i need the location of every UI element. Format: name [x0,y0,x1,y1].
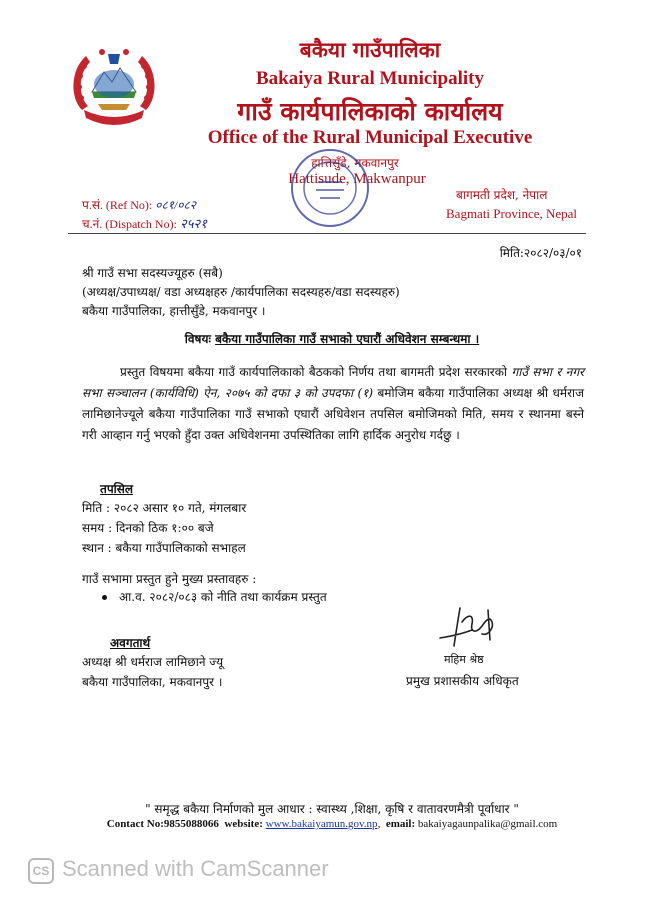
website-label: website: [224,818,263,830]
reference-number [82,196,196,213]
municipality-name-nepali: बकैया गाउँपालिका [299,37,441,62]
nepal-government-emblem-icon [64,40,164,132]
proposal-text: आ.व. २०८२/०८३ को नीति तथा कार्यक्रम प्रस्तुत [119,590,327,604]
subject-line [82,330,582,347]
addressee-line: बकैया गाउँपालिका, हात्तीसुँडे, मकवानपुर । [82,304,266,318]
email-address[interactable]: bakaiyagaunpalika@gmail.com [417,818,558,830]
header-divider [68,233,586,234]
scanner-watermark: Scanned with CamScanner [62,856,329,881]
letter-date: मिति:२०८२/०३/०१ [499,246,582,260]
schedule-venue: स्थान : बकैया गाउँपालिकाको सभाहल [82,541,246,555]
office-round-stamp-icon [288,146,372,230]
schedule-date: मिति : २०८२ असार १० गते, मंगलबार [82,501,247,515]
municipality-name-english: Bakaiya Rural Municipality [255,68,485,89]
email-label: email: [385,818,416,830]
province-nepali: बागमती प्रदेश, नेपाल [456,188,548,202]
body-text-part1: प्रस्तुत विषयमा बकैया गाउँ कार्यपालिकाको बैठकको निर्णय तथा बागमती प्रदेश सरकारको [120,365,512,379]
dispatch-number [82,214,207,232]
dispatch-value: २५२१ [179,216,207,231]
addressee-line: श्री गाउँ सभा सदस्यज्यूहरु (सबै) [82,266,223,280]
dispatch-label: च.नं. (Dispatch No): [82,217,177,231]
footer-motto: " समृद्ध बकैया निर्माणको मुल आधार : स्वास्थ्य ,शिक्षा, कृषि र वातावरणमैत्री पूर्वाधार " [145,802,519,816]
office-name-nepali: गाउँ कार्यपालिकाको कार्यालय [237,97,503,126]
proposals-intro: गाउँ सभामा प्रस्तुत हुने मुख्य प्रस्तावहरु : [82,572,257,586]
handwritten-signature-icon [432,600,512,654]
schedule-title: तपसिल [100,482,134,496]
body-act-reference: गाउँ सभा र नगर सभा सञ्चालन (कार्यविधि) ऐन, २०७५ को दफा ३ को उपदफा (१) [82,365,584,400]
office-name-english: Office of the Rural Municipal Executive [207,127,533,148]
proposal-item [102,588,327,605]
addressee-line: (अध्यक्ष/उपाध्यक्ष/ वडा अध्यक्षहरु /कार्यपालिका सदस्यहरु/वडा सदस्यहरु) [82,285,400,299]
footer-contact: Contact No:9855088066 website: www.bakaiyamun.gov.np, email: bakaiyagaunpalika@gmail.com [106,818,558,830]
signatory-name: महिम श्रेष्ठ [444,653,484,666]
bullet-icon [102,595,107,600]
reference-value: ०८१/०८२ [155,198,197,212]
reference-label: प.सं. (Ref No): [82,198,153,212]
body-text-part2: बमोजिम बकैया गाउँपालिका अध्यक्ष श्री धर्मराज लामिछानेज्यूले बकैया गाउँपालिका गाउँ सभाको एघारौं अधिवेशन तपसिल बमोजिमको मिति, समय र स्थानमा बस्ने गरी आव्हान गर्नु भएको हुँदा उक्त अधिवेशनमा उपस्थितिका लागि हार्दिक अनुरोध गर्दछु । [82,386,584,442]
address-english: Hattisude, Makwanpur [288,171,426,187]
address-nepali: हात्तिसुँडे, मकवानपुर [311,156,399,170]
cc-line: अध्यक्ष श्री धर्मराज लामिछाने ज्यू [82,655,224,669]
cc-title: अवगतार्थ [110,636,151,650]
subject-label: विषयः [184,332,211,346]
camscanner-logo-icon: CS [28,858,54,884]
schedule-details [82,498,246,558]
letter-body [82,362,584,446]
cc-block [82,652,223,692]
province-english: Bagmati Province, Nepal [446,206,578,221]
addressee-block [82,264,400,321]
schedule-time: समय : दिनको ठिक १:०० बजे [82,521,214,535]
contact-number: Contact No:9855088066 [106,818,219,830]
cc-line: बकैया गाउँपालिका, मकवानपुर । [82,675,223,689]
subject-text: बकैया गाउँपालिका गाउँ सभाको एघारौं अधिवेशन सम्बन्धमा । [215,332,480,346]
website-link[interactable]: www.bakaiyamun.gov.np [265,818,378,830]
signatory-title: प्रमुख प्रशासकीय अधिकृत [406,674,519,688]
